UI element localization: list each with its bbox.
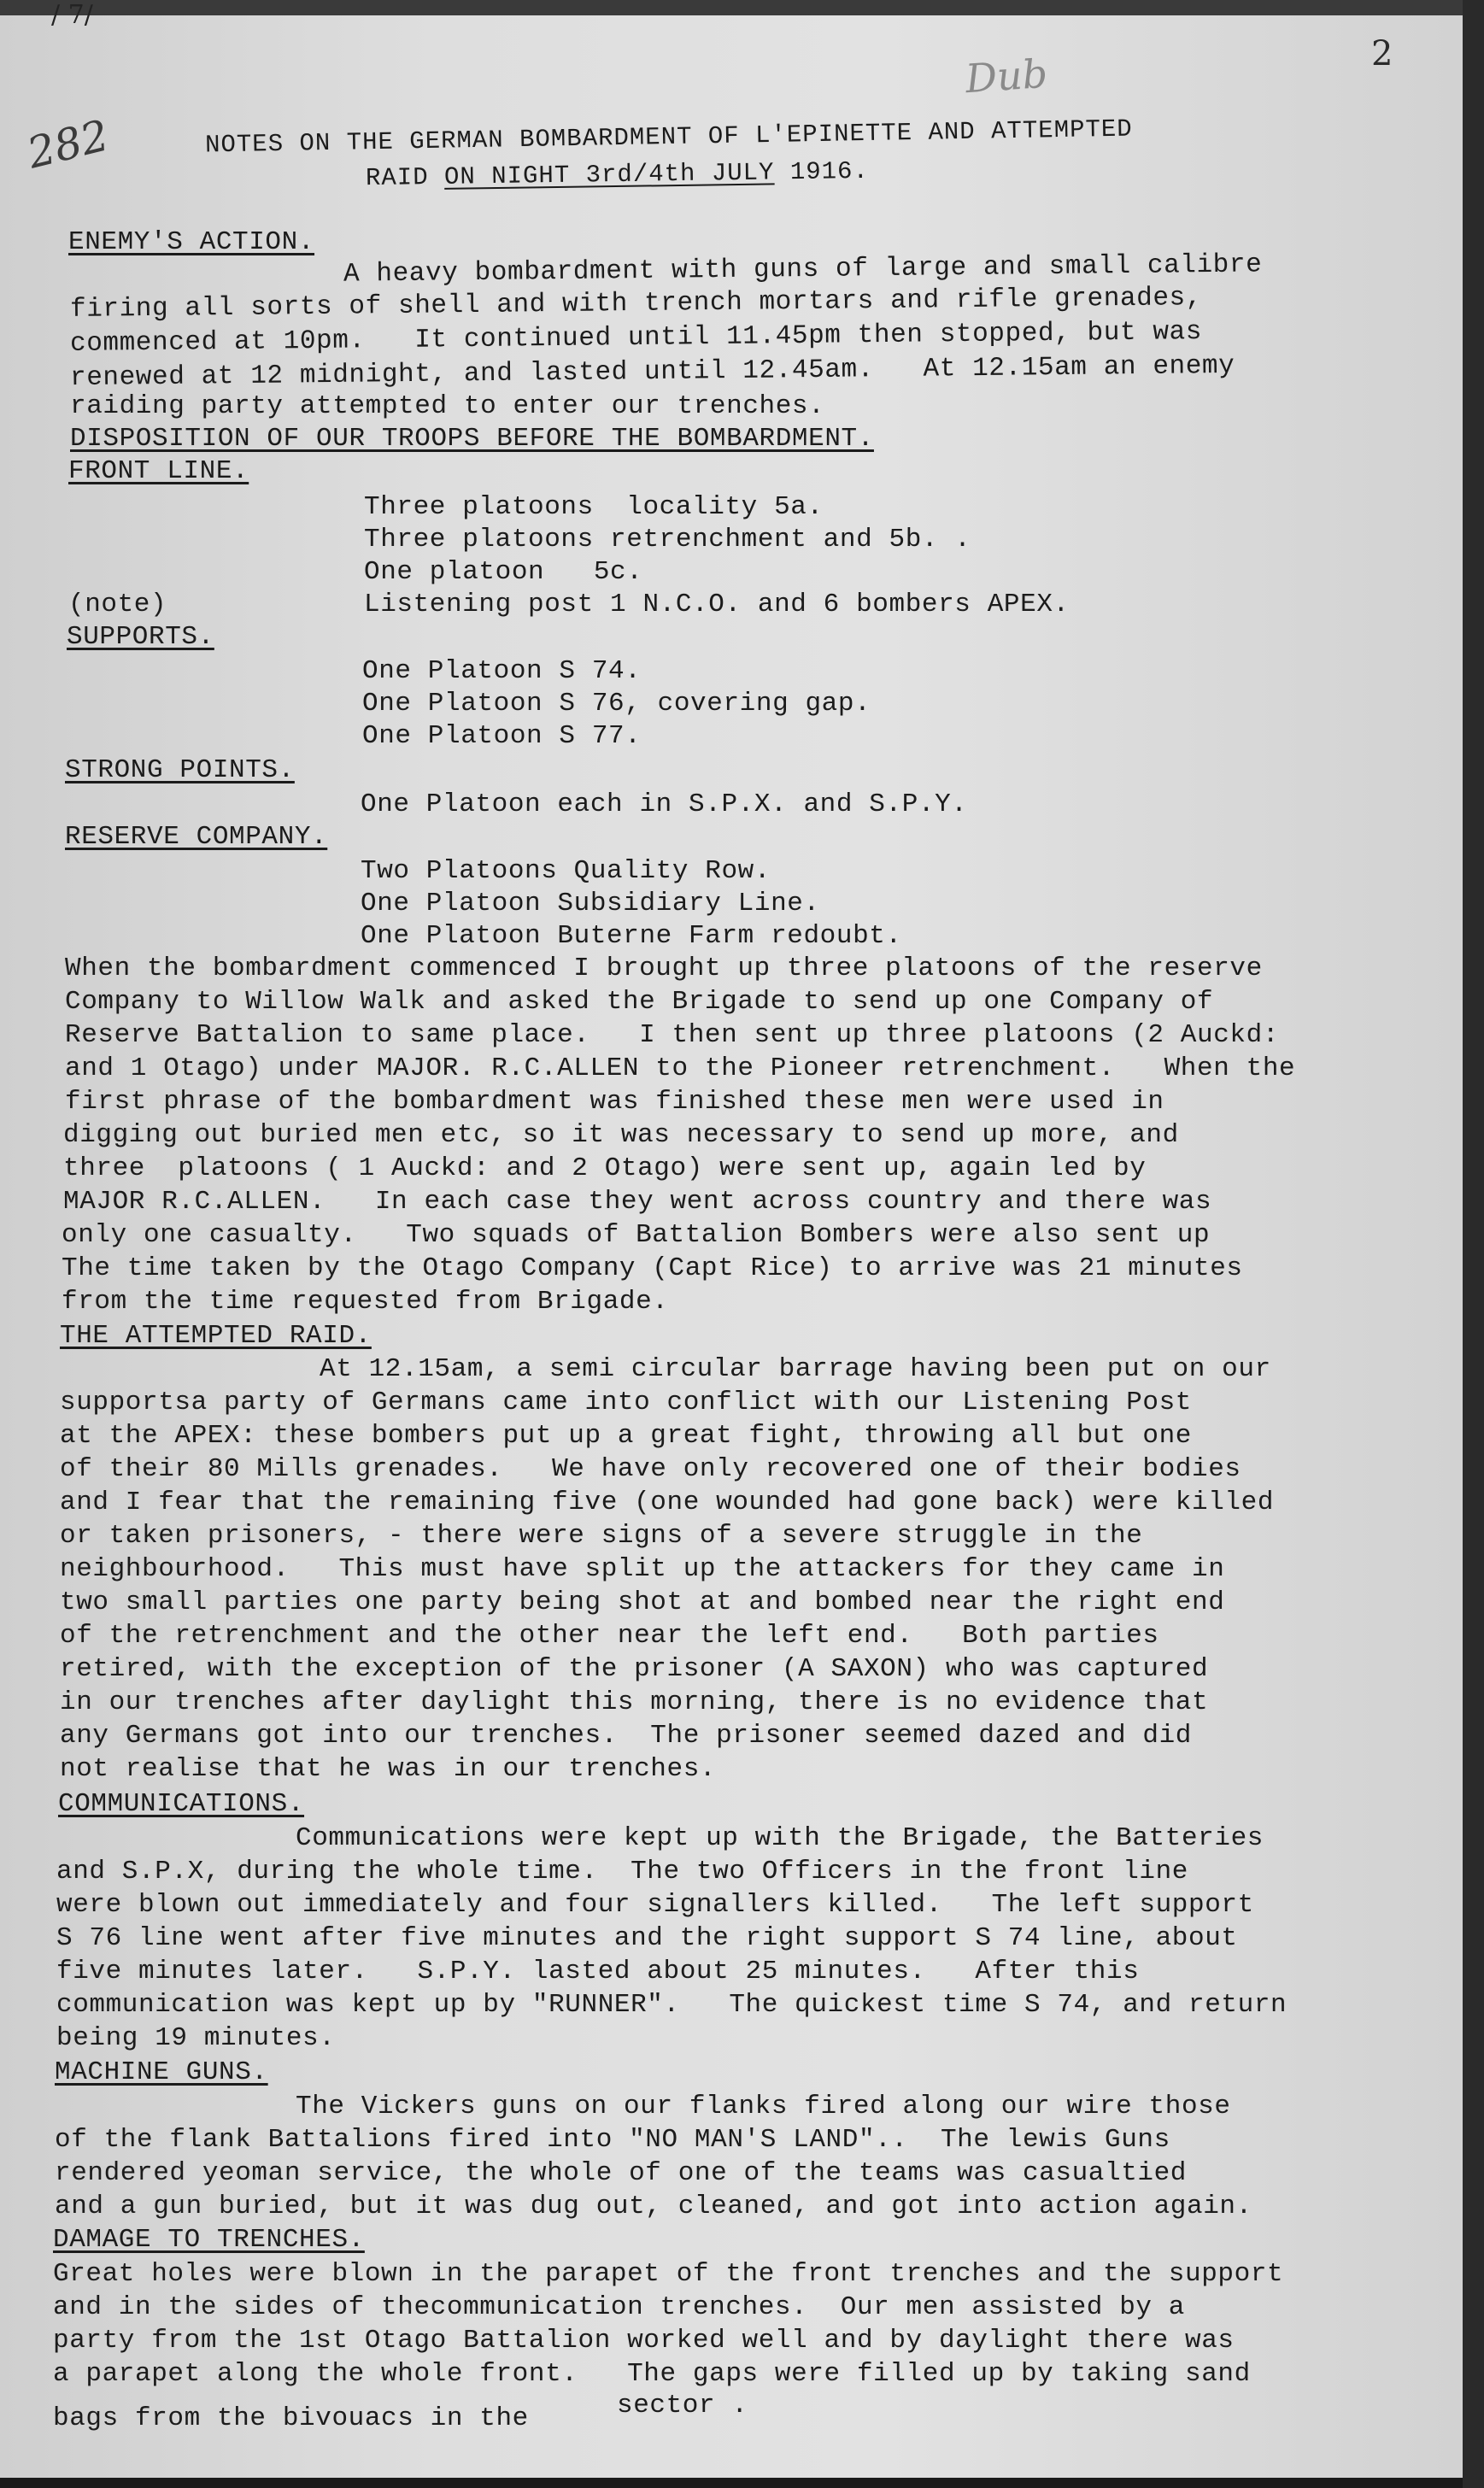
title-date: ON NIGHT 3rd/4th JULY bbox=[443, 158, 775, 191]
raid-line: and I fear that the remaining five (one wounded had gone back) were killed bbox=[60, 1488, 1275, 1517]
scan-top-edge bbox=[0, 0, 1463, 15]
heading-communications: COMMUNICATIONS. bbox=[58, 1789, 305, 1819]
title-raid: RAID bbox=[365, 162, 445, 193]
supports-item: One Platoon S 74. bbox=[362, 656, 642, 686]
raid-line: supportsa party of Germans came into conflict with our Listening Post bbox=[60, 1388, 1193, 1417]
raid-line: of their 80 Mills grenades. We have only recovered one of their bodies bbox=[60, 1454, 1241, 1484]
enemy-line: A heavy bombardment with guns of large and small calibre bbox=[343, 249, 1263, 290]
scan-right-edge bbox=[1463, 0, 1484, 2488]
heading-strong-points: STRONG POINTS. bbox=[65, 755, 295, 785]
reserve-item: Two Platoons Quality Row. bbox=[361, 856, 771, 886]
raid-line: At 12.15am, a semi circular barrage having been put on our bbox=[320, 1354, 1271, 1384]
damage-last-word: sector . bbox=[617, 2391, 748, 2421]
title-year: 1916. bbox=[774, 156, 870, 187]
narrative-line: digging out buried men etc, so it was necessary to send up more, and bbox=[63, 1120, 1179, 1150]
narrative-line: only one casualty. Two squads of Battalion Bombers were also sent up bbox=[62, 1220, 1211, 1250]
raid-line: or taken prisoners, - there were signs of a severe struggle in the bbox=[60, 1521, 1143, 1551]
heading-supports: SUPPORTS. bbox=[67, 622, 214, 652]
narrative-line: from the time requested from Brigade. bbox=[62, 1287, 669, 1317]
raid-line: not realise that he was in our trenches. bbox=[60, 1754, 717, 1784]
enemy-line: commenced at 10pm. It continued until 11.45pm then stopped, but was bbox=[69, 317, 1203, 359]
narrative-line: and 1 Otago) under MAJOR. R.C.ALLEN to the Pioneer retrenchment. When the bbox=[65, 1053, 1296, 1083]
heading-damage-to-trenches: DAMAGE TO TRENCHES. bbox=[53, 2225, 365, 2255]
reserve-item: One Platoon Buterne Farm redoubt. bbox=[361, 921, 902, 951]
title-line-2 bbox=[365, 156, 870, 193]
narrative-line: first phrase of the bombardment was finished these men were used in bbox=[65, 1087, 1164, 1117]
damage-line: Great holes were blown in the parapet of the front trenches and the support bbox=[53, 2259, 1284, 2289]
raid-line: two small parties one party being shot at and bombed near the right end bbox=[60, 1587, 1225, 1617]
front-line-item: Three platoons retrenchment and 5b. . bbox=[364, 525, 971, 555]
raid-line: any Germans got into our trenches. The prisoner seemed dazed and did bbox=[60, 1721, 1193, 1751]
front-line-item: Three platoons locality 5a. bbox=[364, 492, 824, 522]
machine-guns-line: of the flank Battalions fired into "NO MAN'S LAND".. The lewis Guns bbox=[55, 2125, 1170, 2155]
heading-machine-guns: MACHINE GUNS. bbox=[55, 2057, 268, 2087]
page-number: 2 bbox=[1371, 34, 1393, 73]
handwritten-annotation: Dub bbox=[964, 50, 1049, 103]
heading-reserve-company: RESERVE COMPANY. bbox=[65, 822, 328, 852]
narrative-line: The time taken by the Otago Company (Capt Rice) to arrive was 21 minutes bbox=[62, 1253, 1243, 1283]
narrative-line: When the bombardment commenced I brought up three platoons of the reserve bbox=[65, 954, 1263, 983]
machine-guns-line: The Vickers guns on our flanks fired along our wire those bbox=[296, 2092, 1231, 2121]
machine-guns-line: rendered yeoman service, the whole of one of the teams was casualtied bbox=[55, 2158, 1188, 2188]
enemy-line: renewed at 12 midnight, and lasted until 12.45am. At 12.15am an enemy bbox=[69, 350, 1235, 394]
raid-line: retired, with the exception of the prisoner (A SAXON) who was captured bbox=[60, 1654, 1209, 1684]
heading-front-line: FRONT LINE. bbox=[68, 456, 249, 486]
front-line-item: Listening post 1 N.C.O. and 6 bombers APEX. bbox=[364, 590, 1070, 619]
heading-enemy-action: ENEMY'S ACTION. bbox=[68, 227, 315, 257]
enemy-line: firing all sorts of shell and with trench mortars and rifle grenades, bbox=[69, 283, 1203, 325]
top-scribble: / 7/ bbox=[51, 0, 93, 30]
supports-item: One Platoon S 77. bbox=[362, 721, 642, 751]
communications-line: Communications were kept up with the Brigade, the Batteries bbox=[296, 1823, 1264, 1853]
strong-points-item: One Platoon each in S.P.X. and S.P.Y. bbox=[361, 789, 968, 819]
communications-line: being 19 minutes. bbox=[56, 2023, 336, 2053]
enemy-line: raiding party attempted to enter our trenches. bbox=[70, 391, 825, 421]
communications-line: and S.P.X, during the whole time. The two Officers in the front line bbox=[56, 1857, 1189, 1887]
machine-guns-line: and a gun buried, but it was dug out, cleaned, and got into action again. bbox=[55, 2192, 1252, 2221]
note-label: (note) bbox=[68, 590, 167, 619]
raid-line: neighbourhood. This must have split up the attackers for they came in bbox=[60, 1554, 1225, 1584]
damage-line: a parapet along the whole front. The gaps were filled up by taking sand bbox=[53, 2359, 1251, 2389]
raid-line: at the APEX: these bombers put up a great fight, throwing all but one bbox=[60, 1421, 1193, 1451]
damage-line: and in the sides of thecommunication trenches. Our men assisted by a bbox=[53, 2292, 1186, 2322]
heading-disposition: DISPOSITION OF OUR TROOPS BEFORE THE BOMBARDMENT. bbox=[70, 424, 874, 454]
communications-line: S 76 line went after five minutes and the right support S 74 line, about bbox=[56, 1923, 1238, 1953]
narrative-line: three platoons ( 1 Auckd: and 2 Otago) were sent up, again led by bbox=[63, 1153, 1147, 1183]
raid-line: of the retrenchment and the other near the left end. Both parties bbox=[60, 1621, 1159, 1651]
communications-line: were blown out immediately and four signallers killed. The left support bbox=[56, 1890, 1254, 1920]
narrative-line: MAJOR R.C.ALLEN. In each case they went across country and there was bbox=[63, 1187, 1212, 1217]
communications-line: communication was kept up by "RUNNER". The quickest time S 74, and return bbox=[56, 1990, 1288, 2020]
folio-number: 282 bbox=[22, 110, 114, 179]
communications-line: five minutes later. S.P.Y. lasted about 25 minutes. After this bbox=[56, 1957, 1140, 1986]
heading-attempted-raid: THE ATTEMPTED RAID. bbox=[60, 1321, 372, 1351]
title-line-1: NOTES ON THE GERMAN BOMBARDMENT OF L'EPINETTE AND ATTEMPTED bbox=[204, 114, 1133, 160]
narrative-line: Reserve Battalion to same place. I then sent up three platoons (2 Auckd: bbox=[65, 1020, 1280, 1050]
narrative-line: Company to Willow Walk and asked the Brigade to send up one Company of bbox=[65, 987, 1214, 1017]
damage-line: bags from the bivouacs in the bbox=[53, 2403, 529, 2433]
raid-line: in our trenches after daylight this morning, there is no evidence that bbox=[60, 1687, 1209, 1717]
reserve-item: One Platoon Subsidiary Line. bbox=[361, 889, 820, 918]
damage-line: party from the 1st Otago Battalion worked well and by daylight there was bbox=[53, 2326, 1235, 2356]
front-line-item: One platoon 5c. bbox=[364, 557, 643, 587]
supports-item: One Platoon S 76, covering gap. bbox=[362, 689, 871, 719]
